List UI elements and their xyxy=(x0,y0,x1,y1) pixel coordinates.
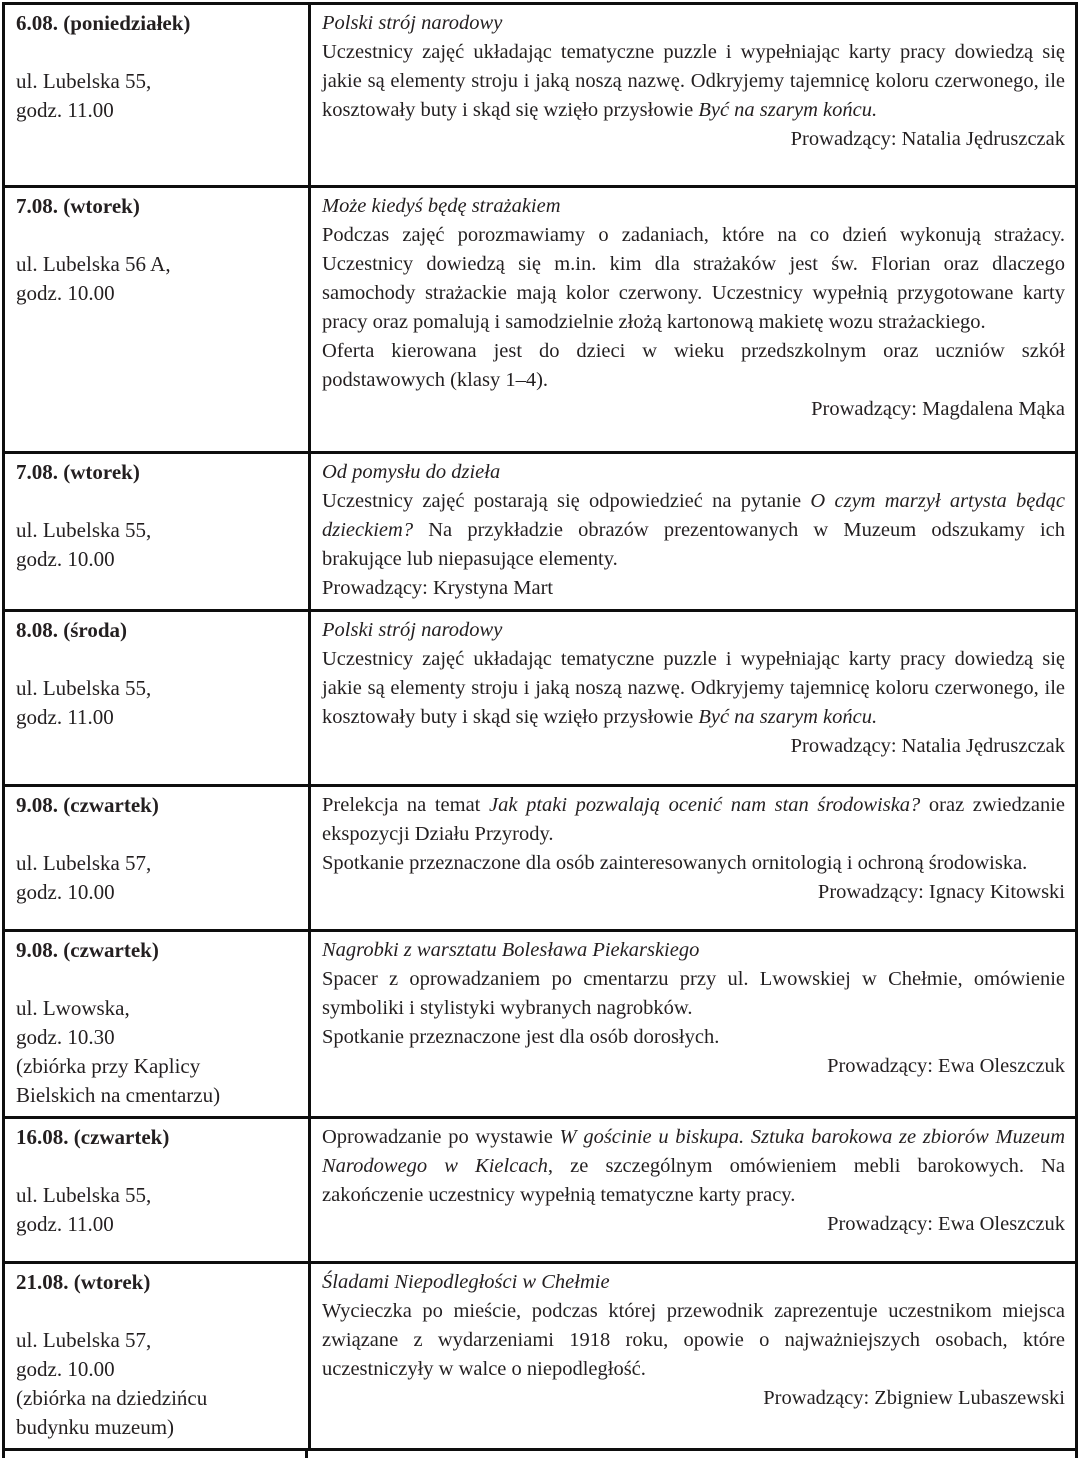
event-description xyxy=(322,645,1065,732)
schedule-table-body xyxy=(4,4,1077,1450)
table-row xyxy=(4,4,1077,187)
event-title: Śladami Niepodległości w Chełmie xyxy=(322,1271,610,1293)
location-line: ul. Lubelska 56 A, xyxy=(16,252,171,276)
event-location xyxy=(16,849,298,907)
event-location xyxy=(16,674,298,732)
event-title: Polski strój narodowy xyxy=(322,619,503,641)
event-details-cell xyxy=(310,4,1077,187)
event-description xyxy=(322,849,1065,878)
event-date: 7.08. (wtorek) xyxy=(16,460,140,484)
inline-italic-text: Być na szarym końcu. xyxy=(698,706,878,728)
inline-text: Uczestnicy zajęć postarają się odpowiedzieć na pytanie xyxy=(322,490,811,512)
inline-text: Oferta kierowana jest do dzieci w wieku przedszkolnym oraz uczniów szkół podstawowych (klasy 1–4). xyxy=(322,340,1065,391)
event-location xyxy=(16,994,298,1110)
location-line: ul. Lubelska 55, xyxy=(16,518,152,542)
event-leader: Prowadzący: Natalia Jędruszczak xyxy=(790,128,1065,150)
inline-italic-text: Jak ptaki pozwalają ocenić nam stan środowiska? xyxy=(489,794,921,816)
event-leader: Prowadzący: Natalia Jędruszczak xyxy=(790,735,1065,757)
event-title: Może kiedyś będę strażakiem xyxy=(322,195,561,217)
inline-italic-text: W gościnie u biskupa. Sztuka barokowa ze zbiorów Muzeum Narodowego w Kielcach xyxy=(322,1126,1066,1177)
event-details-cell xyxy=(310,453,1077,611)
event-date: 16.08. (czwartek) xyxy=(16,1125,170,1149)
event-location xyxy=(16,1326,298,1442)
next-row-left-cell-edge xyxy=(2,1451,308,1458)
event-leader: Prowadzący: Ewa Oleszczuk xyxy=(827,1213,1065,1235)
event-date: 8.08. (środa) xyxy=(16,618,128,642)
inline-text: Uczestnicy zajęć układając tematyczne puzzle i wypełniając karty pracy dowiedzą się jakie są elementy stroju i jaką noszą nazwę. Odkryjemy tajemnicę koloru czerwonego, ile kosztowały buty i skąd się wzięło przysłowie xyxy=(322,648,1065,728)
event-title: Nagrobki z warsztatu Bolesława Piekarskiego xyxy=(322,939,700,961)
location-line: ul. Lubelska 55, xyxy=(16,69,152,93)
event-location xyxy=(16,250,298,308)
table-row xyxy=(4,611,1077,786)
location-line: (zbiórka na dziedzińcu xyxy=(16,1386,208,1410)
event-date: 7.08. (wtorek) xyxy=(16,194,140,218)
inline-text: Prelekcja na temat xyxy=(322,794,489,816)
event-leader: Prowadzący: Krystyna Mart xyxy=(322,577,554,599)
location-line: godz. 10.00 xyxy=(16,880,115,904)
event-leader: Prowadzący: Ignacy Kitowski xyxy=(817,881,1065,903)
event-description xyxy=(322,965,1065,1023)
inline-text: Spotkanie przeznaczone jest dla osób dorosłych. xyxy=(322,1026,720,1048)
inline-italic-text: Być na szarym końcu. xyxy=(698,99,878,121)
location-line: budynku muzeum) xyxy=(16,1415,175,1439)
inline-text: , ze szczególnym omówieniem mebli barokowych. Na zakończenie uczestnicy wypełnią tematyczne karty pracy. xyxy=(322,1155,1065,1206)
table-row xyxy=(4,1263,1077,1450)
event-date: 21.08. (wtorek) xyxy=(16,1270,151,1294)
event-description xyxy=(322,337,1065,395)
inline-text: Spacer z oprowadzaniem po cmentarzu przy ul. Lwowskiej w Chełmie, omówienie symboliki i stylistyki wybranych nagrobków. xyxy=(322,968,1065,1019)
inline-text: Uczestnicy zajęć układając tematyczne puzzle i wypełniając karty pracy dowiedzą się jakie są elementy stroju i jaką noszą nazwę. Odkryjemy tajemnicę koloru czerwonego, ile kosztowały buty i skąd się wzięło przysłowie xyxy=(322,41,1065,121)
event-description xyxy=(322,1123,1065,1210)
next-row-cutoff xyxy=(2,1451,1078,1458)
event-description xyxy=(322,1297,1065,1384)
event-date-cell xyxy=(4,931,310,1118)
inline-text: oraz zwiedzanie ekspozycji Działu Przyrody. xyxy=(322,794,1065,845)
event-description xyxy=(322,1023,1065,1052)
event-details-cell xyxy=(310,931,1077,1118)
location-line: godz. 10.30 xyxy=(16,1025,115,1049)
table-row xyxy=(4,187,1077,453)
event-date-cell xyxy=(4,1118,310,1263)
event-details-cell xyxy=(310,611,1077,786)
location-line: godz. 10.00 xyxy=(16,1357,115,1381)
event-details-cell xyxy=(310,1118,1077,1263)
event-date-cell xyxy=(4,1263,310,1450)
location-line: godz. 11.00 xyxy=(16,1212,114,1236)
event-date-cell xyxy=(4,786,310,931)
event-leader: Prowadzący: Zbigniew Lubaszewski xyxy=(763,1387,1065,1409)
events-schedule-table xyxy=(2,2,1078,1451)
event-location xyxy=(16,1181,298,1239)
event-details-cell xyxy=(310,187,1077,453)
event-location xyxy=(16,516,298,574)
inline-text: Na przykładzie obrazów prezentowanych w Muzeum odszukamy ich brakujące lub niepasujące elementy. xyxy=(322,519,1065,570)
table-row xyxy=(4,786,1077,931)
location-line: godz. 11.00 xyxy=(16,98,114,122)
event-leader: Prowadzący: Ewa Oleszczuk xyxy=(827,1055,1065,1077)
inline-text: Wycieczka po mieście, podczas której przewodnik zaprezentuje uczestnikom miejsca związane z wydarzeniami 1918 roku, opowie o najważniejszych osobach, które uczestniczyły w walce o niepodległość. xyxy=(322,1300,1065,1380)
event-date-cell xyxy=(4,4,310,187)
location-line: (zbiórka przy Kaplicy xyxy=(16,1054,201,1078)
event-details-cell xyxy=(310,786,1077,931)
location-line: ul. Lubelska 55, xyxy=(16,676,152,700)
table-row xyxy=(4,1118,1077,1263)
inline-text: Oprowadzanie po wystawie xyxy=(322,1126,560,1148)
event-date: 9.08. (czwartek) xyxy=(16,938,159,962)
location-line: ul. Lubelska 57, xyxy=(16,1328,152,1352)
inline-text: Podczas zajęć porozmawiamy o zadaniach, które na co dzień wykonują strażacy. Uczestnicy dowiedzą się m.in. kim dla strażaków jest św. Florian oraz dlaczego samochody strażackie mają kolor czerwony. Uczestnicy wypełnią przygotowane karty pracy oraz pomalują i samodzielnie złożą kartonową makietę wozu strażackiego. xyxy=(322,224,1065,333)
location-line: ul. Lubelska 55, xyxy=(16,1183,152,1207)
inline-text: Spotkanie przeznaczone dla osób zainteresowanych ornitologią i ochroną środowiska. xyxy=(322,852,1028,874)
table-row xyxy=(4,453,1077,611)
event-date-cell xyxy=(4,611,310,786)
location-line: godz. 10.00 xyxy=(16,547,115,571)
next-row-right-cell-edge xyxy=(308,1451,1078,1458)
location-line: godz. 10.00 xyxy=(16,281,115,305)
event-description xyxy=(322,487,1065,574)
location-line: Bielskich na cmentarzu) xyxy=(16,1083,221,1107)
event-date: 9.08. (czwartek) xyxy=(16,793,159,817)
event-location xyxy=(16,67,298,125)
location-line: ul. Lubelska 57, xyxy=(16,851,152,875)
inline-italic-text: O czym marzył artysta będąc dzieckiem? xyxy=(322,490,1066,541)
event-title: Od pomysłu do dzieła xyxy=(322,461,501,483)
table-row xyxy=(4,931,1077,1118)
event-date-cell xyxy=(4,453,310,611)
location-line: ul. Lwowska, xyxy=(16,996,130,1020)
event-description xyxy=(322,791,1065,849)
event-leader: Prowadzący: Magdalena Mąka xyxy=(811,398,1065,420)
location-line: godz. 11.00 xyxy=(16,705,114,729)
event-date: 6.08. (poniedziałek) xyxy=(16,11,191,35)
event-description xyxy=(322,221,1065,337)
event-date-cell xyxy=(4,187,310,453)
event-details-cell xyxy=(310,1263,1077,1450)
event-description xyxy=(322,38,1065,125)
event-title: Polski strój narodowy xyxy=(322,12,503,34)
